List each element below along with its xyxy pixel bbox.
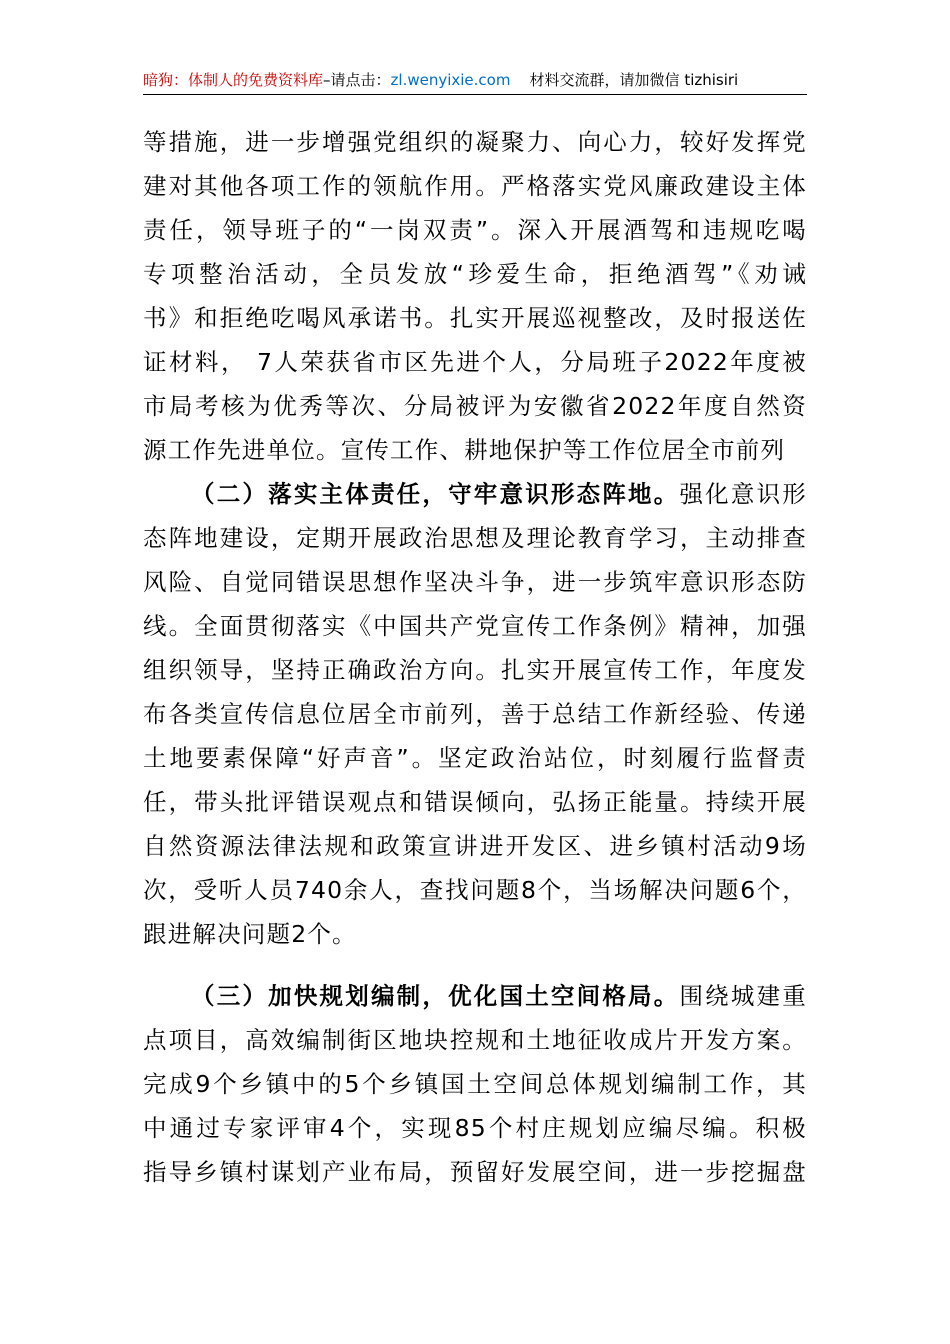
text-line: 点项目，高效编制街区地块控规和土地征收成片开发方案。 xyxy=(143,1026,807,1054)
text-line: 组织领导，坚持正确政治方向。扎实开展宣传工作，年度发 xyxy=(143,656,807,684)
text-line: 市局考核为优秀等次、分局被评为安徽省2022年度自然资 xyxy=(143,392,807,420)
text-line: 自然资源法律法规和政策宣讲进开发区、进乡镇村活动9场 xyxy=(143,832,807,860)
section-heading-2: （二）落实主体责任，守牢意识形态阵地。 xyxy=(191,480,680,508)
text-line: 布各类宣传信息位居全市前列，善于总结工作新经验、传递 xyxy=(143,700,807,728)
text-line: 等措施，进一步增强党组织的凝聚力、向心力，较好发挥党 xyxy=(143,128,807,156)
text-line: 风险、自觉同错误思想作坚决斗争，进一步筑牢意识形态防 xyxy=(143,568,807,596)
text-line: 完成9个乡镇中的5个乡镇国土空间总体规划编制工作，其 xyxy=(143,1070,807,1098)
text-line: 中通过专家评审4个，实现85个村庄规划应编尽编。积极 xyxy=(143,1114,807,1142)
text-line: 线。全面贯彻落实《中国共产党宣传工作条例》精神，加强 xyxy=(143,612,807,640)
text-line: 责任，领导班子的“一岗双责”。深入开展酒驾和违规吃喝 xyxy=(143,216,807,244)
heading-line-rest: 强化意识形 xyxy=(679,480,808,508)
page-header xyxy=(143,66,807,95)
paragraph-3 xyxy=(143,974,807,1194)
paragraph-first-line xyxy=(143,472,807,516)
text-line: 土地要素保障“好声音”。坚定政治站位，时刻履行监督责 xyxy=(143,744,807,772)
text-line: 证材料， 7人荣获省市区先进个人，分局班子2022年度被 xyxy=(143,348,807,376)
text-line: 态阵地建设，定期开展政治思想及理论教育学习，主动排查 xyxy=(143,524,807,552)
paragraph-spacer xyxy=(143,956,807,974)
header-brand: 暗狗：体制人的免费资料库 xyxy=(143,71,324,89)
section-heading-3: （三）加快规划编制，优化国土空间格局。 xyxy=(191,982,680,1010)
text-line: 次，受听人员740余人，查找问题8个，当场解决问题6个， xyxy=(143,876,807,904)
text-line: 书》和拒绝吃喝风承诺书。扎实开展巡视整改，及时报送佐 xyxy=(143,304,807,332)
document-body xyxy=(143,120,807,1194)
header-url-link[interactable]: zl.wenyixie.com xyxy=(390,71,511,89)
text-line: 源工作先进单位。宣传工作、耕地保护等工作位居全市前列 xyxy=(143,436,786,464)
paragraph-2 xyxy=(143,472,807,956)
paragraph-1 xyxy=(143,120,807,472)
header-contact-text: 材料交流群，请加微信 tizhisiri xyxy=(529,71,739,89)
text-line: 专项整治活动，全员发放“珍爱生命，拒绝酒驾”《劝诫 xyxy=(143,260,807,288)
heading-line-rest: 围绕城建重 xyxy=(679,982,808,1010)
paragraph-first-line xyxy=(143,974,807,1018)
text-line: 建对其他各项工作的领航作用。严格落实党风廉政建设主体 xyxy=(143,172,807,200)
text-line: 跟进解决问题2个。 xyxy=(143,920,357,948)
text-line: 任，带头批评错误观点和错误倾向，弘扬正能量。持续开展 xyxy=(143,788,807,816)
text-line: 指导乡镇村谋划产业布局，预留好发展空间，进一步挖掘盘 xyxy=(143,1158,807,1186)
header-contact xyxy=(510,71,738,89)
header-prompt: –请点击： xyxy=(323,71,391,89)
